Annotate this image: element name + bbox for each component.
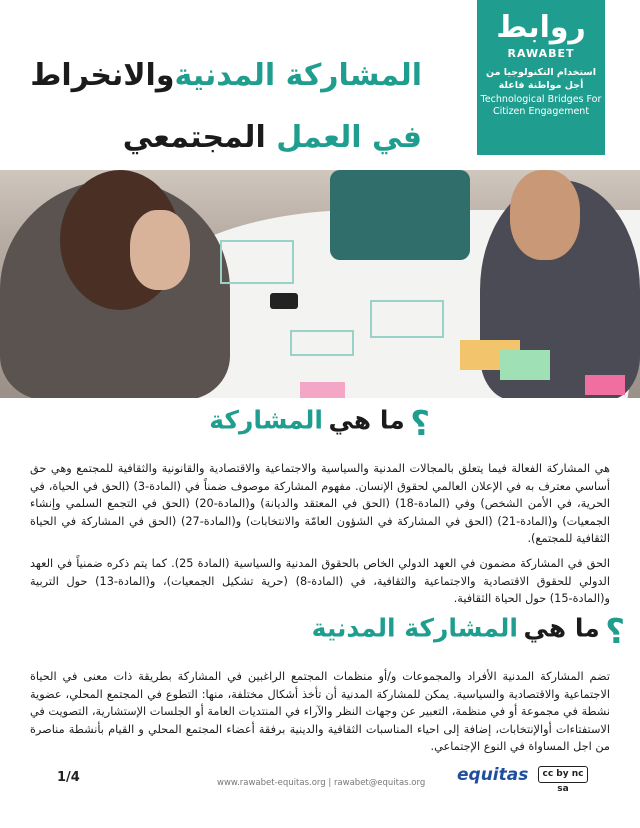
photo-sketch — [220, 240, 294, 284]
title-dark-1: والانخراط — [30, 58, 175, 93]
page-number: 1/4 — [57, 770, 80, 785]
logo-tagline-ar: استخدام التكنولوجيا من أجل مواطنة فاعلة — [486, 67, 596, 91]
equitas-logo: equitas — [457, 765, 529, 785]
title-dark-2: المجتمعي — [122, 120, 266, 155]
logo-mark: روابط — [496, 10, 586, 45]
rawabet-logo — [477, 0, 605, 155]
footer-separator: | — [328, 778, 332, 788]
photo-sketch — [290, 330, 354, 356]
section2-paragraph: تضم المشاركة المدنية الأفراد والمجموعات و/أو منظمات المجتمع الراغبين في المشاركة بطريقة ذات معنى في الحياة الاجتماعية والاقتصادية والسياسية. يمكن للمشاركة المدنية أن تأخذ أشكال مختلفة، منها: التطوع في المجتمع المحلي، عضوية نشطة في مجموعة أو في منظمة، التعبير عن وجهات النظر والآراء في المنتديات العامة أو الجلسات الإستشارية، التصويت في الاستفتاءات أوالإنتخابات، إضافة إلى احياء المناسبات الثقافية والدينية برفقة أعضاء المجتمع المحلي و القيام بأنشطة مناصرة من اجل المساواة في النوع الإجتماعي. — [30, 670, 610, 753]
title-teal-2: في العمل — [276, 120, 422, 155]
website-link[interactable]: www.rawabet-equitas.org — [217, 778, 326, 788]
title-block — [0, 50, 462, 168]
cc-license-icon: cc by nc sa — [538, 766, 588, 783]
sticky-note — [585, 375, 625, 395]
sticky-note — [500, 350, 550, 380]
section1-heading — [150, 404, 440, 442]
footer-links — [217, 778, 425, 788]
photo-person-left-face — [130, 210, 190, 290]
title-teal-1: المشاركة المدنية — [174, 58, 422, 93]
workshop-photo — [0, 170, 640, 398]
sticky-note — [300, 382, 345, 398]
section1-paragraph-2: الحق في المشاركة مضمون في العهد الدولي الخاص بالحقوق المدنية والسياسية (المادة 25). كما يتم ذكره ضمنياً في العهد الدولي للحقوق الاقتصادية والاجتماعية والثقافية، في (المادة-8) (حرية تشكيل الجمعيات)، و(المادة-13) حول التربية و(المادة-15) حول الحياة الثقافية. — [30, 557, 611, 605]
section1-heading-teal: المشاركة — [209, 405, 323, 435]
email-link[interactable]: rawabet@equitas.org — [333, 778, 426, 788]
phone — [270, 293, 298, 309]
photo-person-right-face — [510, 170, 580, 260]
question-mark-icon: ؟ — [410, 404, 430, 444]
question-mark-icon: ؟ — [605, 612, 625, 652]
section2-heading — [275, 612, 635, 652]
title-line-2 — [123, 120, 422, 155]
logo-tagline-en: Technological Bridges For Citizen Engagement — [480, 94, 602, 117]
section2-heading-dark: ما هي — [523, 613, 600, 643]
section1-paragraph-1: هي المشاركة الفعالة فيما يتعلق بالمجالات المدنية والسياسية والاجتماعية والاقتصادية والقانونية والثقافية للمجتمع وهي حق أساسي معترف به في الإعلان العالمي لحقوق الإنسان. مفهوم المشاركة موصوف ضمناً في (المادة-3) (الحق في الحياة، في الحرية، في الأمن الشخص) وفي (المادة-18) (الحق في المعتقد والديانة) و(المادة-20) (الحق في التجمع السلمي وإنشاء الجمعيات) و(المادة-21) (الحق في المشاركة في الشؤون العامّة والانتخابات) و(المادة-27) (الحق في المشاركة في الحياة الثقافية للمجتمع). — [30, 462, 610, 545]
photo-person-back — [330, 170, 470, 260]
section2-heading-teal: المشاركة المدنية — [311, 613, 518, 643]
title-line-1 — [30, 58, 422, 93]
photo-sketch — [370, 300, 444, 338]
logo-name: RAWABET — [507, 47, 575, 60]
section1-heading-dark: ما هي — [328, 405, 405, 435]
